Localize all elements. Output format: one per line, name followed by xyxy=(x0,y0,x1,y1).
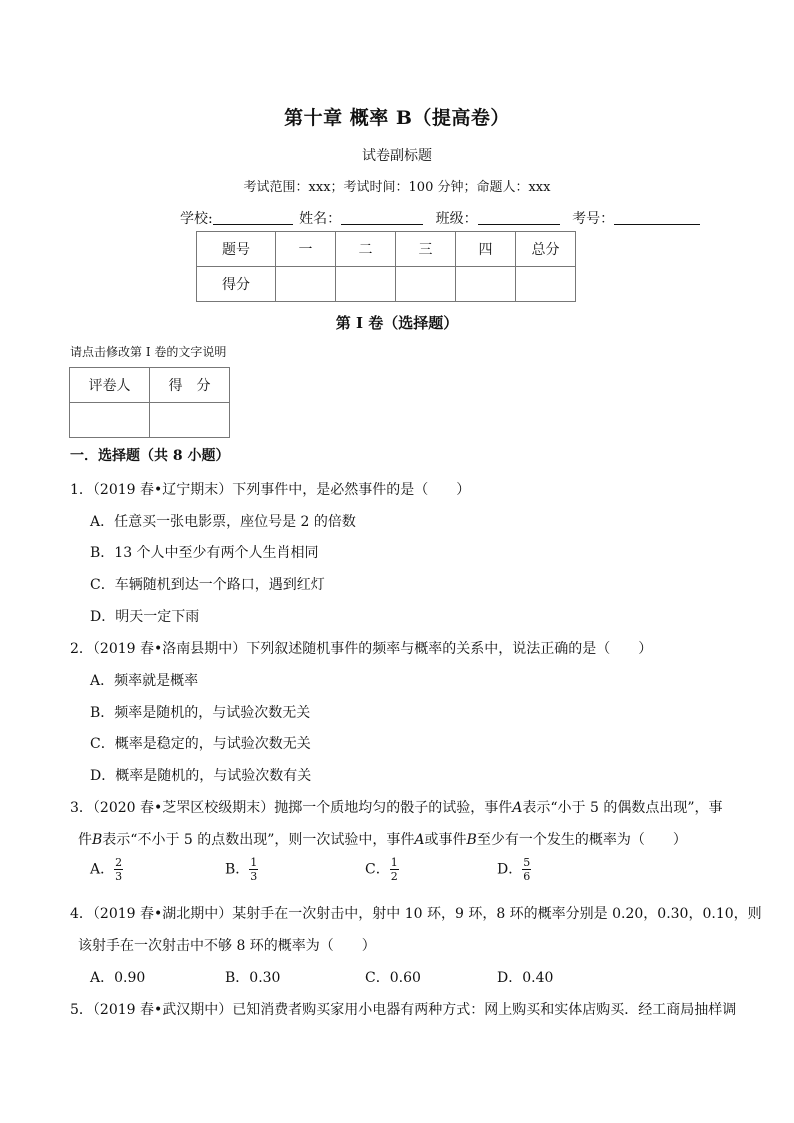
score-cell[interactable] xyxy=(516,267,576,302)
question-3-option-d: D． $\frac{5}{6}$ xyxy=(497,856,531,883)
fraction: $\frac{1}{2}$ xyxy=(390,856,398,883)
question-4-option-c: C．0.60 xyxy=(365,970,421,986)
question-4-stem-line1: 4．（2019 春•湖北期中）某射手在一次射击中，射中 10 环，9 环，8 环的概率分别是 0.20，0.30，0.10，则 xyxy=(70,906,762,922)
question-2-option-a: A．频率就是概率 xyxy=(90,673,199,689)
question-4-option-a: A．0.90 xyxy=(90,970,146,986)
student-info-line xyxy=(180,208,700,228)
exam-info: 考试范围：xxx；考试时间：100 分钟；命题人：xxx xyxy=(243,180,551,195)
question-3-option-a: A． $\frac{2}{3}$ xyxy=(90,856,123,883)
variable-a: A xyxy=(512,800,523,816)
score-cell[interactable] xyxy=(396,267,456,302)
school-field[interactable] xyxy=(213,210,293,225)
fraction: $\frac{5}{6}$ xyxy=(523,856,531,883)
question-1-option-d: D．明天一定下雨 xyxy=(90,609,200,625)
fraction: $\frac{2}{3}$ xyxy=(115,856,123,883)
score-header-cell: 三 xyxy=(396,232,456,267)
score-header-cell: 二 xyxy=(336,232,396,267)
grader-label: 评卷人 xyxy=(70,368,150,403)
score-header-cell: 题号 xyxy=(197,232,276,267)
grader-score-cell[interactable] xyxy=(150,403,230,438)
exam-no-field[interactable] xyxy=(614,210,700,225)
question-4-option-d: D．0.40 xyxy=(497,970,554,986)
variable-b: B xyxy=(466,832,477,848)
variable-a: A xyxy=(414,832,425,848)
section-title: 一．选择题（共 8 小题） xyxy=(70,448,230,464)
score-cell[interactable] xyxy=(336,267,396,302)
score-table xyxy=(196,231,576,302)
class-label: 班级： xyxy=(435,211,478,227)
question-1-option-b: B．13 个人中至少有两个人生肖相同 xyxy=(90,545,319,561)
score-header-cell: 总分 xyxy=(516,232,576,267)
question-2-option-b: B．频率是随机的，与试验次数无关 xyxy=(90,705,311,721)
exam-title: 第十章 概率 B（提高卷） xyxy=(284,107,510,129)
score-table-score-row xyxy=(197,267,576,302)
score-header-cell: 一 xyxy=(276,232,336,267)
part1-title: 第 I 卷（选择题） xyxy=(335,314,459,332)
question-3-stem-line2: 件B表示“不小于 5 的点数出现”，则一次试验中，事件A或事件B至少有一个发生的概率为（ ） xyxy=(78,832,687,848)
score-cell[interactable] xyxy=(276,267,336,302)
question-3-option-b: B． $\frac{1}{3}$ xyxy=(225,856,258,883)
score-table-header-row xyxy=(197,232,576,267)
exam-no-label: 考号： xyxy=(572,211,615,227)
fraction: $\frac{1}{3}$ xyxy=(250,856,258,883)
variable-b: B xyxy=(92,832,103,848)
question-3-stem-line1: 3．（2020 春•芝罘区校级期末）抛掷一个质地均匀的骰子的试验，事件A表示“小于 5 的偶数点出现”，事 xyxy=(70,800,723,816)
exam-subtitle: 试卷副标题 xyxy=(362,148,432,164)
grader-score-label: 得 分 xyxy=(150,368,230,403)
question-4-stem-line2: 该射手在一次射击中不够 8 环的概率为（ ） xyxy=(78,938,376,954)
part1-note[interactable]: 请点击修改第 I 卷的文字说明 xyxy=(70,345,227,359)
question-2-stem: 2．（2019 春•洛南县期中）下列叙述随机事件的频率与概率的关系中，说法正确的是（ ） xyxy=(70,641,653,657)
question-5-stem-line1: 5．（2019 春•武汉期中）已知消费者购买家用小电器有两种方式：网上购买和实体店购买．经工商局抽样调 xyxy=(70,1002,737,1018)
class-field[interactable] xyxy=(478,210,560,225)
question-2-option-d: D．概率是随机的，与试验次数有关 xyxy=(90,768,312,784)
grader-table xyxy=(69,367,230,438)
name-field[interactable] xyxy=(341,210,423,225)
question-4-option-b: B．0.30 xyxy=(225,970,281,986)
question-1-option-a: A．任意买一张电影票，座位号是 2 的倍数 xyxy=(90,514,356,530)
score-header-cell: 四 xyxy=(456,232,516,267)
question-3-option-c: C． $\frac{1}{2}$ xyxy=(365,856,398,883)
question-1-option-c: C．车辆随机到达一个路口，遇到红灯 xyxy=(90,577,325,593)
name-label: 姓名： xyxy=(299,211,342,227)
school-label: 学校: xyxy=(180,211,213,227)
score-cell[interactable] xyxy=(456,267,516,302)
grader-cell[interactable] xyxy=(70,403,150,438)
score-row-label: 得分 xyxy=(197,267,276,302)
question-1-stem: 1．（2019 春•辽宁期末）下列事件中，是必然事件的是（ ） xyxy=(70,482,471,498)
question-2-option-c: C．概率是稳定的，与试验次数无关 xyxy=(90,736,311,752)
